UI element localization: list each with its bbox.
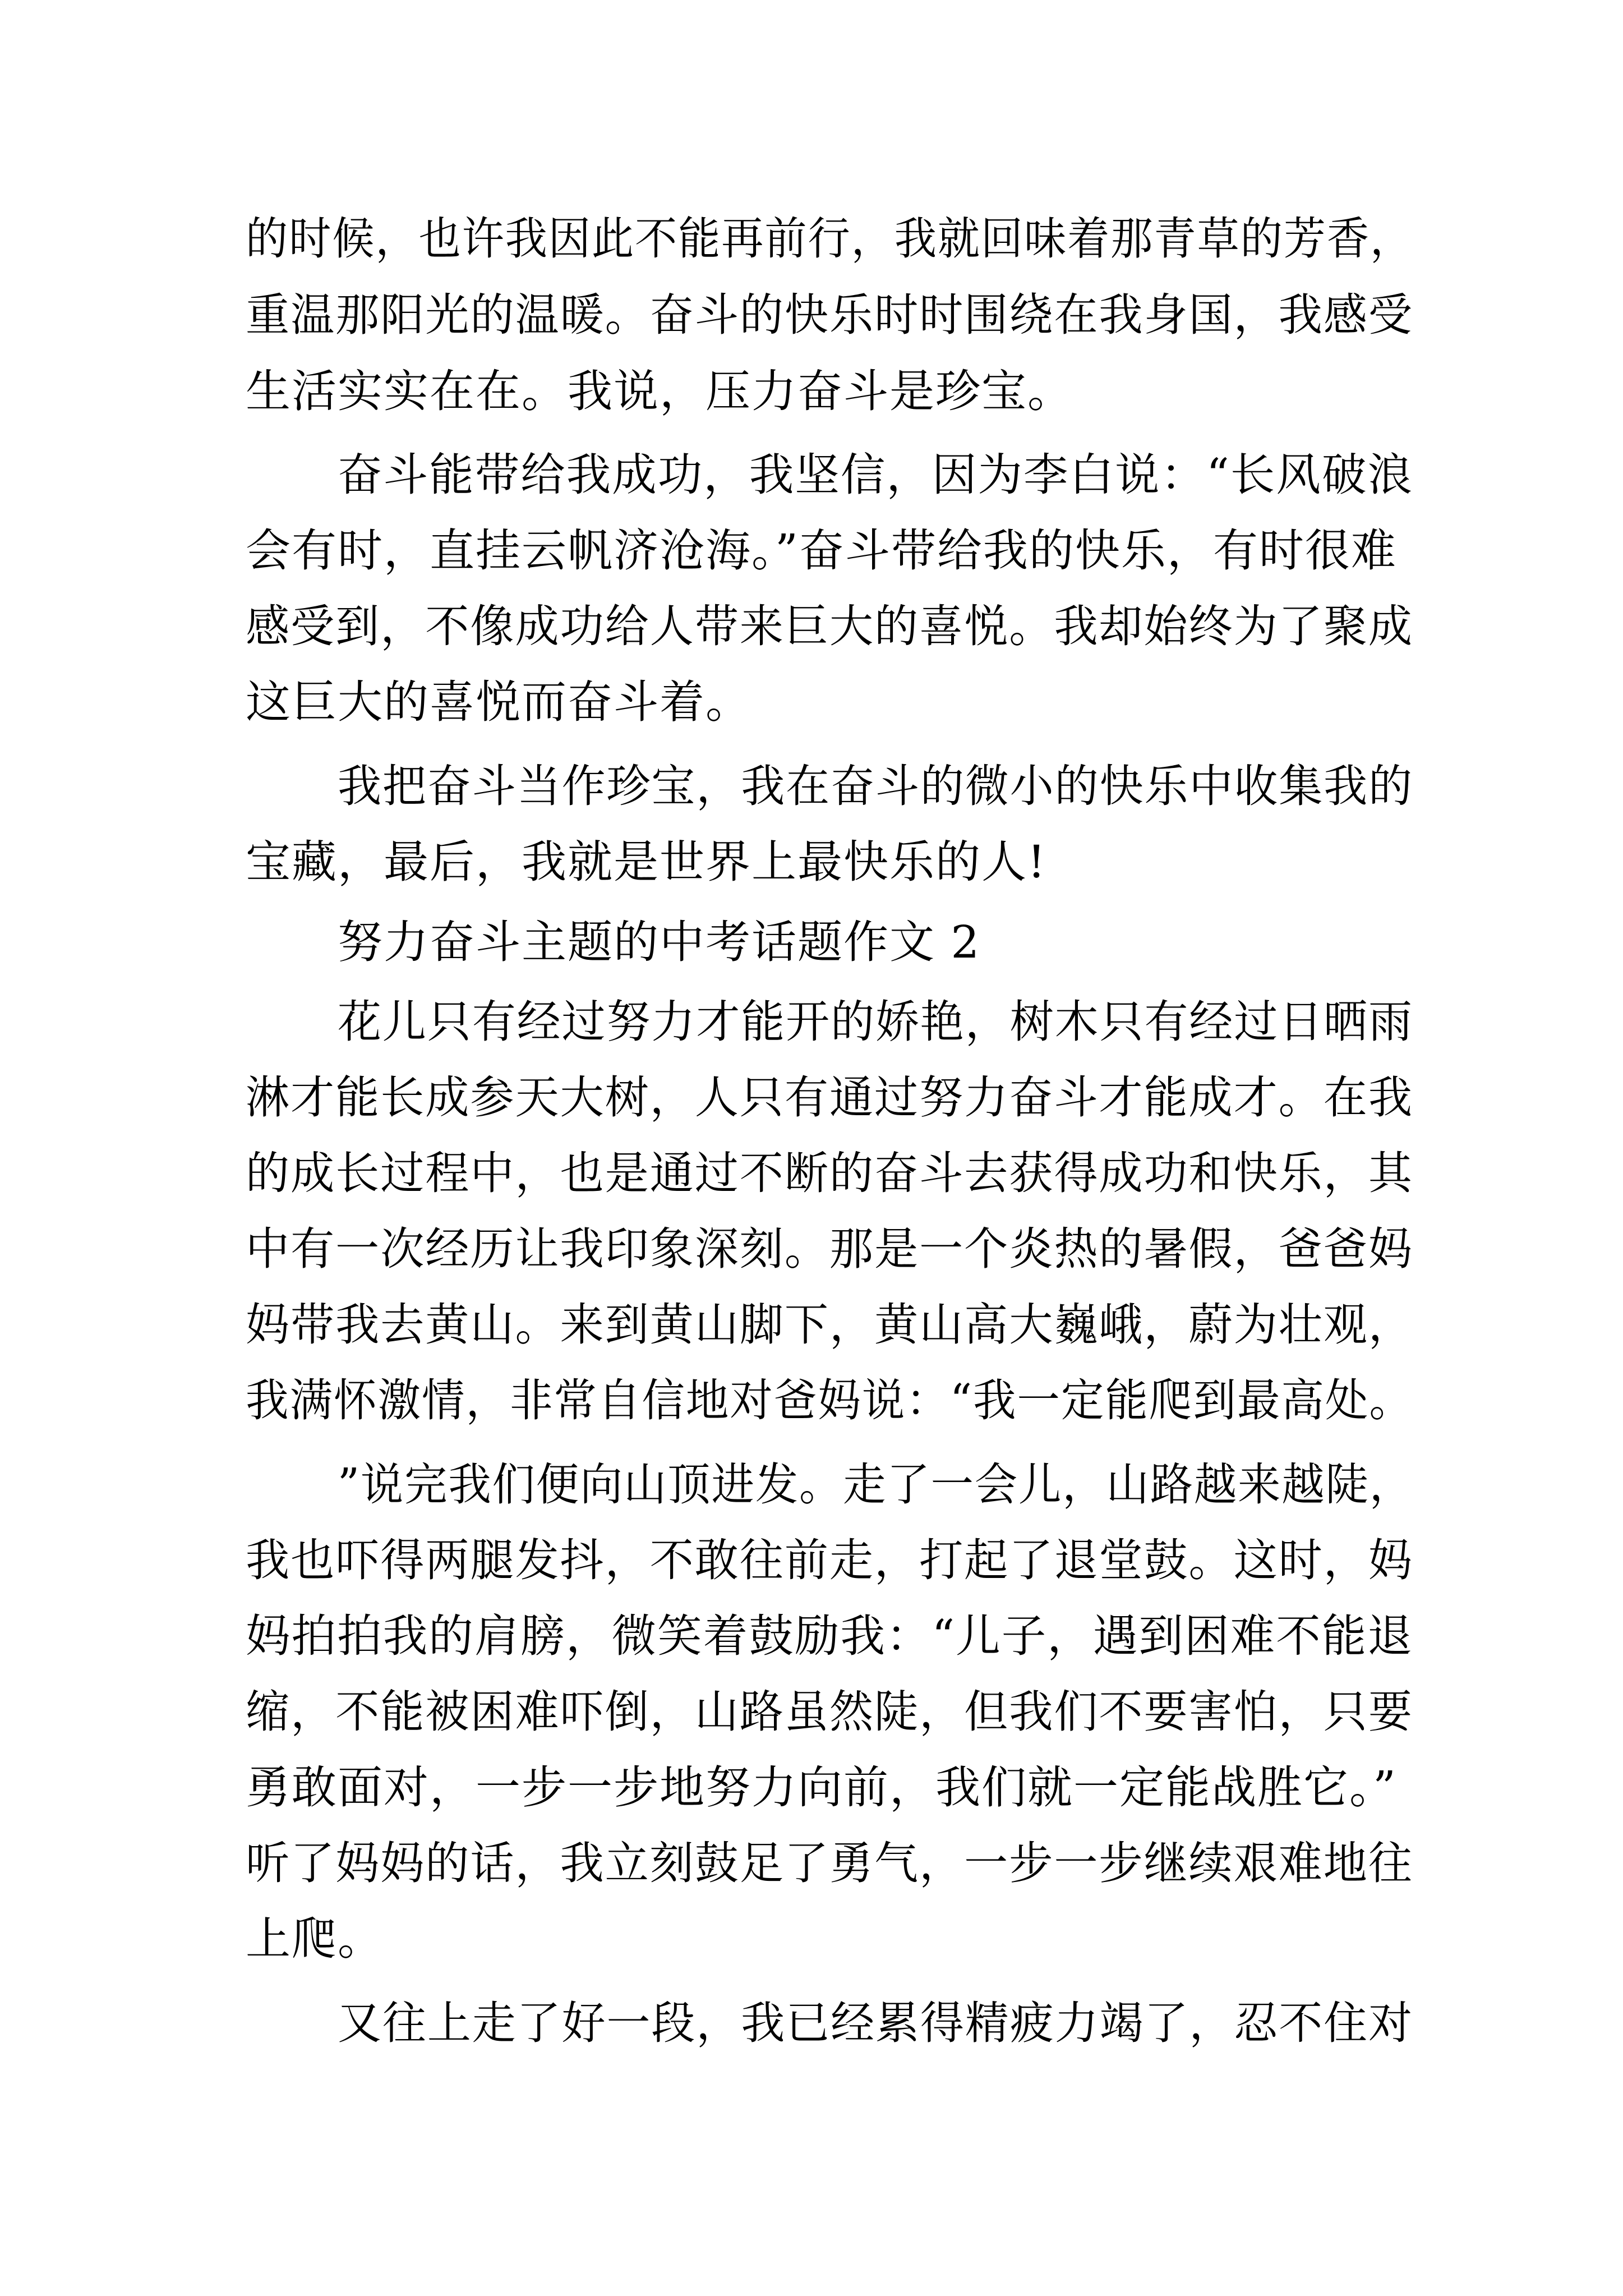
text-line: 的时候，也许我因此不能再前行，我就回味着那青草的芳香， bbox=[246, 213, 1414, 265]
text-line: 花儿只有经过努力才能开的娇艳，树木只有经过日晒雨 bbox=[338, 996, 1414, 1048]
text-line: 妈带我去黄山。来到黄山脚下，黄山高大巍峨，蔚为壮观， bbox=[246, 1299, 1413, 1351]
text-line: 我满怀激情，非常自信地对爸妈说：“我一定能爬到最高处。 bbox=[246, 1374, 1413, 1427]
text-line: 又往上走了好一段，我已经累得精疲力竭了，忍不住对 bbox=[338, 1997, 1414, 2049]
text-line: 听了妈妈的话，我立刻鼓足了勇气，一步一步继续艰难地往 bbox=[246, 1837, 1413, 1889]
text-line: 这巨大的喜悦而奋斗着。 bbox=[246, 676, 751, 728]
text-line: 的成长过程中，也是通过不断的奋斗去获得成功和快乐，其 bbox=[246, 1147, 1413, 1199]
text-line: 重温那阳光的温暖。奋斗的快乐时时围绕在我身国，我感受 bbox=[246, 289, 1413, 341]
text-line: 缩，不能被困难吓倒，山路虽然陡，但我们不要害怕，只要 bbox=[246, 1686, 1413, 1738]
text-line: 淋才能长成参天大树，人只有通过努力奋斗才能成才。在我 bbox=[246, 1071, 1413, 1124]
section-heading: 努力奋斗主题的中考话题作文 2 bbox=[338, 916, 981, 968]
text-line: 生活实实在在。我说，压力奋斗是珍宝。 bbox=[246, 365, 1073, 417]
text-line: 宝藏，最后，我就是世界上最快乐的人! bbox=[246, 836, 1047, 888]
text-line: 会有时，直挂云帆济沧海。”奋斗带给我的快乐，有时很难 bbox=[246, 524, 1397, 577]
text-line: 感受到，不像成功给人带来巨大的喜悦。我却始终为了聚成 bbox=[246, 600, 1413, 652]
text-line: 勇敢面对，一步一步地努力向前，我们就一定能战胜它。” bbox=[246, 1761, 1397, 1814]
text-line: 中有一次经历让我印象深刻。那是一个炎热的暑假，爸爸妈 bbox=[246, 1223, 1413, 1275]
text-line: 上爬。 bbox=[246, 1913, 384, 1965]
text-line: 我把奋斗当作珍宝，我在奋斗的微小的快乐中收集我的 bbox=[338, 760, 1414, 812]
text-line: 妈拍拍我的肩膀，微笑着鼓励我：“儿子，遇到困难不能退 bbox=[246, 1610, 1413, 1662]
text-line: 我也吓得两腿发抖，不敢往前走，打起了退堂鼓。这时，妈 bbox=[246, 1534, 1413, 1586]
text-line: ”说完我们便向山顶进发。走了一会儿，山路越来越陡， bbox=[338, 1458, 1414, 1511]
text-line: 奋斗能带给我成功，我坚信，因为李白说：“长风破浪 bbox=[338, 449, 1413, 501]
